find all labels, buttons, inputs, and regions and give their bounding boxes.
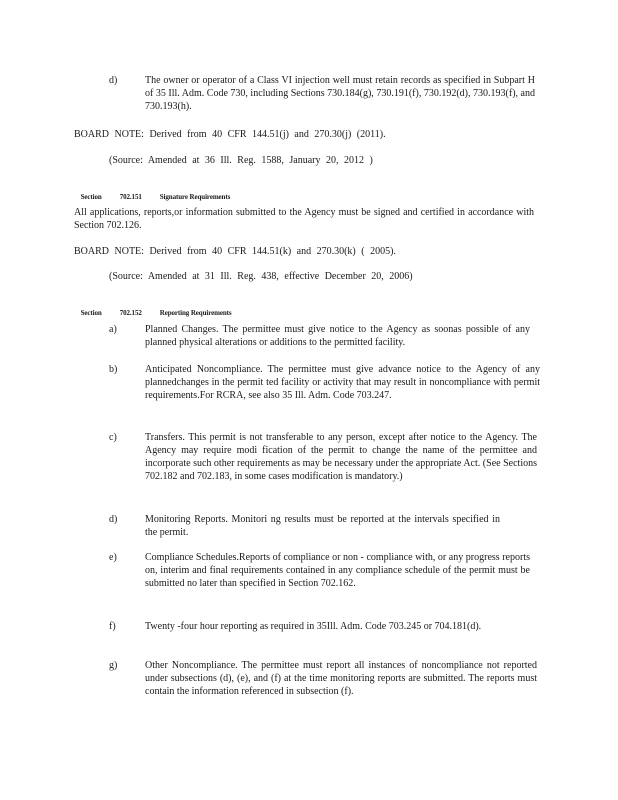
section-151-body: All applications, reports,or information submitted to the Agency must be signed and certified in accordance with Section 702.126.	[74, 207, 537, 231]
item-marker-b: b)	[109, 364, 118, 375]
section-title: Reporting Requirements	[159, 309, 232, 317]
item-marker-c: c)	[109, 432, 117, 443]
item-marker-f: f)	[109, 621, 116, 632]
section-title: Signature Requirements	[159, 193, 231, 201]
item-text-c: Transfers. This permit is not transferable to any person, except after notice to the Agency. The Agency may require modi fication of the permit to change the name of the permittee and incorporate such other requirements as may be necessary under the appropriate Act. (See Sections 702.182 and 702.183, in some cases modification is mandatory.)	[145, 432, 540, 482]
item-text-d: Monitoring Reports. Monitori ng results must be reported at the intervals specified in the permit.	[145, 514, 503, 538]
item-text-d-top: The owner or operator of a Class VI injection well must retain records as specified in Subpart H of 35 Ill. Adm. Code 730, including Sections 730.184(g), 730.191(f), 730.192(d), 730.193(f), and 730.193(h).	[145, 75, 538, 112]
item-marker-g: g)	[109, 660, 118, 671]
item-text-b: Anticipated Noncompliance. The permittee must give advance notice to the Agency of any plannedchanges in the permit ted facility or activity that may result in noncompliance with permit requirements.For RCRA, see also 35 Ill. Adm. Code 703.247.	[145, 364, 543, 401]
item-text-g: Other Noncompliance. The permittee must report all instances of noncompliance not reported under subsections (d), (e), and (f) at the time monitoring reports are submitted. The reports must contain the information referenced in subsection (f).	[145, 660, 540, 697]
section-number: 702.152	[119, 309, 142, 317]
source-note-1: (Source: Amended at 36 Ill. Reg. 1588, January 20, 2012 )	[109, 155, 373, 166]
section-label: Section	[80, 193, 102, 201]
item-text-a: Planned Changes. The permittee must give notice to the Agency as soonas possible of any planned physical alterations or additions to the permitted facility.	[145, 324, 533, 348]
item-marker-a: a)	[109, 324, 117, 335]
item-text-e: Compliance Schedules.Reports of compliance or non - compliance with, or any progress reports on, interim and final requirements contained in any compliance schedule of the permit must be submitted no later than specified in Section 702.162.	[145, 552, 533, 589]
item-marker-d: d)	[109, 514, 118, 525]
item-text-f: Twenty -four hour reporting as required in 35Ill. Adm. Code 703.245 or 704.181(d).	[145, 621, 482, 632]
section-number: 702.151	[119, 193, 142, 201]
board-note-1: BOARD NOTE: Derived from 40 CFR 144.51(j) and 270.30(j) (2011).	[74, 129, 386, 140]
item-marker-d-top: d)	[109, 75, 118, 86]
section-label: Section	[80, 309, 102, 317]
item-marker-e: e)	[109, 552, 117, 563]
board-note-2: BOARD NOTE: Derived from 40 CFR 144.51(k) and 270.30(k) ( 2005).	[74, 246, 396, 257]
source-note-2: (Source: Amended at 31 Ill. Reg. 438, effective December 20, 2006)	[109, 271, 413, 282]
